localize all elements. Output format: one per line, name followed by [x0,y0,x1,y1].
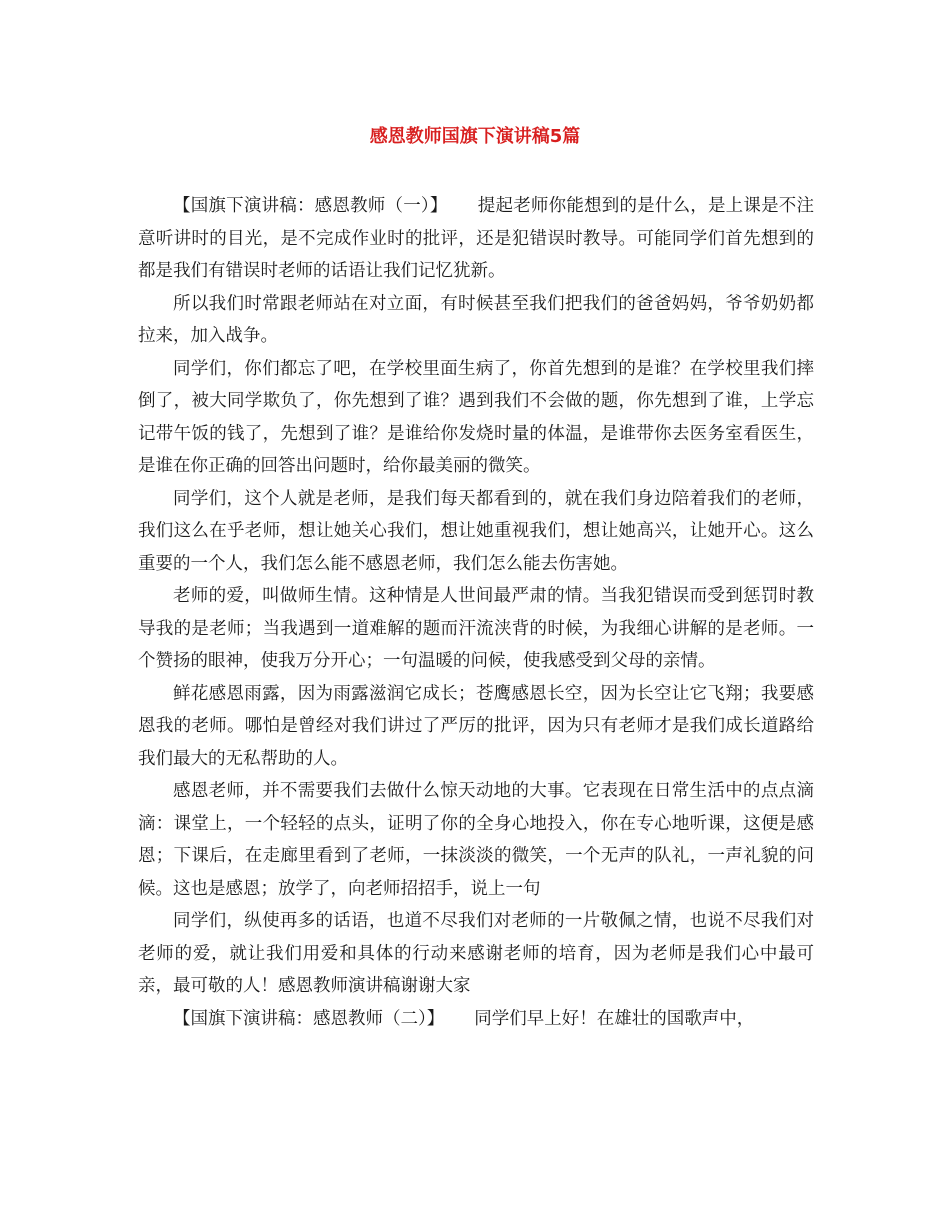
document-title: 感恩教师国旗下演讲稿5篇 [369,126,581,147]
document-body [138,190,814,1035]
section-2-heading: 【国旗下演讲稿：感恩教师（二）】 [173,1008,445,1029]
section-1-heading: 【国旗下演讲稿：感恩教师（一）】 [173,196,448,216]
paragraph-4: 老师的爱，叫做师生情。这种情是人世间最严肃的情。当我犯错误而受到惩罚时教导我的是老师；当我遇到一道难解的题而汗流浃背的时候，为我细心讲解的是老师。一个赞扬的眼神，使我万分开心；一句温暖的问候，使我感受到父母的亲情。 [138,586,814,671]
paragraph-1: 所以我们时常跟老师站在对立面，有时候甚至我们把我们的爸爸妈妈，爷爷奶奶都拉来，加入战争。 [138,293,814,346]
section-2-first-text: 同学们早上好！在雄壮的国歌声中， [474,1008,755,1029]
paragraph-2: 同学们，你们都忘了吧，在学校里面生病了，你首先想到的是谁？在学校里我们摔倒了，被大同学欺负了，你先想到了谁？遇到我们不会做的题，你先想到了谁，上学忘记带午饭的钱了，先想到了谁？是谁给你发烧时量的体温，是谁带你去医务室看医生，是谁在你正确的回答出问题时，给你最美丽的微笑。 [138,358,814,476]
section-2-opening-paragraph [138,1003,814,1036]
section-1-first-text: 提起老师你能想到的是什么，是上课是不注意听讲时的目光，是不完成作业时的批评，还是犯错误时教导。可能同学们首先想到的都是我们有错误时老师的话语让我们记忆犹新。 [138,196,815,281]
paragraph-6: 感恩老师，并不需要我们去做什么惊天动地的大事。它表现在日常生活中的点点滴滴：课堂上，一个轻轻的点头，证明了你的全身心地投入，你在专心地听课，这便是感恩；下课后，在走廊里看到了老师，一抹淡淡的微笑，一个无声的队礼，一声礼貌的问候。这也是感恩；放学了，向老师招招手，说上一句 [138,781,814,899]
section-1-opening-paragraph [138,190,814,288]
paragraph-3: 同学们，这个人就是老师，是我们每天都看到的，就在我们身边陪着我们的老师，我们这么在乎老师，想让她关心我们，想让她重视我们，想让她高兴，让她开心。这么重要的一个人，我们怎么能不感恩老师，我们怎么能去伤害她。 [138,488,814,574]
paragraph-7: 同学们，纵使再多的话语，也道不尽我们对老师的一片敬佩之情，也说不尽我们对老师的爱，就让我们用爱和具体的行动来感谢老师的培育，因为老师是我们心中最可亲，最可敬的人！感恩教师演讲稿谢谢大家 [138,911,814,996]
paragraph-5: 鲜花感恩雨露，因为雨露滋润它成长；苍鹰感恩长空，因为长空让它飞翔；我要感恩我的老师。哪怕是曾经对我们讲过了严厉的批评，因为只有老师才是我们成长道路给我们最大的无私帮助的人。 [138,683,814,769]
